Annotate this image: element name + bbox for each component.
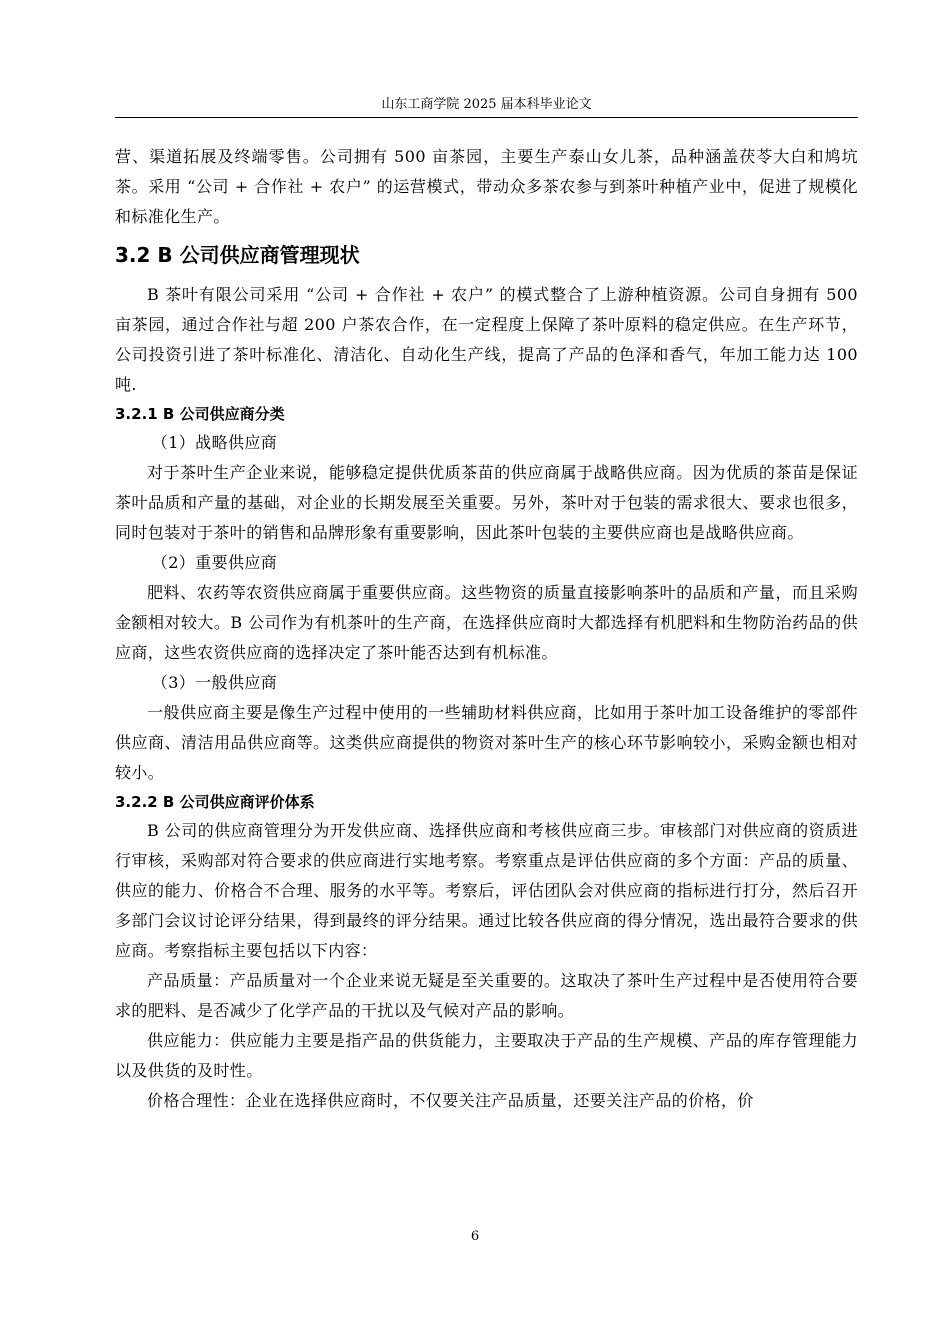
subsection-heading-3-2-1: 3.2.1 B 公司供应商分类: [115, 405, 285, 423]
paragraph-intro-continuation: 营、渠道拓展及终端零售。公司拥有 500 亩茶园，主要生产泰山女儿茶，品种涵盖茯苓大白和鸠坑茶。采用 “公司 + 合作社 + 农户” 的运营模式，带动众多茶农参与到茶叶种植产业中，促进了规模化和标准化生产。: [115, 147, 858, 226]
page-number: 6: [470, 1229, 480, 1244]
paragraph-general-supplier: 一般供应商主要是像生产过程中使用的一些辅助材料供应商，比如用于茶叶加工设备维护的零部件供应商、清洁用品供应商等。这类供应商提供的物资对茶叶生产的核心环节影响较小，采购金额也相对较小。: [115, 703, 858, 782]
list-item-strategic-supplier: （1）战略供应商: [151, 433, 278, 452]
section-heading-3-2: 3.2 B 公司供应商管理现状: [115, 243, 360, 267]
page-body: [115, 142, 858, 1116]
list-item-general-supplier: （3）一般供应商: [151, 673, 278, 692]
running-header: 山东工商学院 2025 届本科毕业论文: [115, 96, 858, 118]
paragraph-evaluation-system: B 公司的供应商管理分为开发供应商、选择供应商和考核供应商三步。审核部门对供应商的资质进行审核，采购部对符合要求的供应商进行实地考察。考察重点是评估供应商的多个方面：产品的质量、供应的能力、价格合不合理、服务的水平等。考察后，评估团队会对供应商的指标进行打分，然后召开多部门会议讨论评分结果，得到最终的评分结果。通过比较各供应商的得分情况，选出最符合要求的供应商。考察指标主要包括以下内容：: [115, 821, 858, 960]
paragraph-product-quality: 产品质量：产品质量对一个企业来说无疑是至关重要的。这取决了茶叶生产过程中是否使用符合要求的肥料、是否减少了化学产品的干扰以及气候对产品的影响。: [115, 971, 858, 1020]
subsection-heading-3-2-2: 3.2.2 B 公司供应商评价体系: [115, 793, 315, 811]
list-item-important-supplier: （2）重要供应商: [151, 553, 278, 572]
paragraph-important-supplier: 肥料、农药等农资供应商属于重要供应商。这些物资的质量直接影响茶叶的品质和产量，而且采购金额相对较大。B 公司作为有机茶叶的生产商，在选择供应商时大都选择有机肥料和生物防治药品的供应商，这些农资供应商的选择决定了茶叶能否达到有机标准。: [115, 583, 858, 662]
paragraph-supply-capacity: 供应能力：供应能力主要是指产品的供货能力，主要取决于产品的生产规模、产品的库存管理能力以及供货的及时性。: [115, 1031, 858, 1080]
paragraph-strategic-supplier: 对于茶叶生产企业来说，能够稳定提供优质茶苗的供应商属于战略供应商。因为优质的茶苗是保证茶叶品质和产量的基础，对企业的长期发展至关重要。另外，茶叶对于包装的需求很大、要求也很多，同时包装对于茶叶的销售和品牌形象有重要影响，因此茶叶包装的主要供应商也是战略供应商。: [115, 463, 858, 542]
paragraph-section-3-2: B 茶叶有限公司采用 “公司 + 合作社 + 农户” 的模式整合了上游种植资源。公司自身拥有 500 亩茶园，通过合作社与超 200 户茶农合作，在一定程度上保障了茶叶原料的稳定供应。在生产环节，公司投资引进了茶叶标准化、清洁化、自动化生产线，提高了产品的色泽和香气，年加工能力达 100 吨.: [115, 285, 858, 394]
paragraph-price-rationality: 价格合理性：企业在选择供应商时，不仅要关注产品质量，还要关注产品的价格，价: [147, 1091, 754, 1110]
